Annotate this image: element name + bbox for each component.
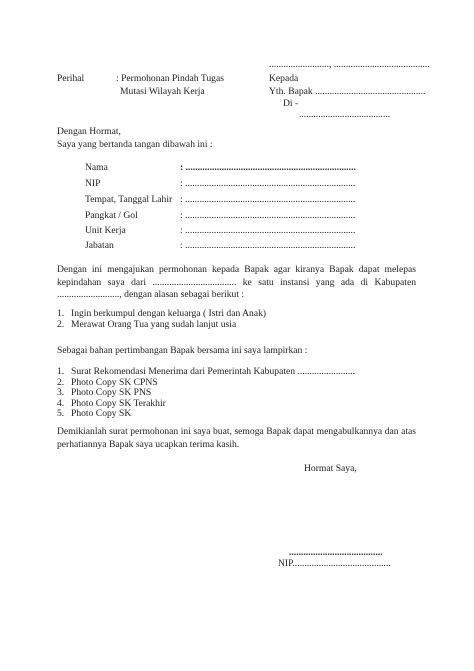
field-value-nama: : .......................................................................	[180, 162, 356, 173]
hormat-saya: Hormat Saya,	[304, 463, 357, 474]
date-line: ........................., ........................................	[269, 59, 430, 70]
signature-name-dots: .......................................	[289, 547, 383, 558]
list-item: 2. Photo Copy SK CPNS	[57, 376, 158, 388]
di-dots: ......................................	[299, 109, 391, 120]
field-value-pangkat: : .......................................................................	[180, 210, 356, 221]
perihal-label: Perihal	[57, 73, 85, 84]
field-label-nama: Nama	[85, 162, 108, 173]
greeting: Dengan Hormat,	[57, 126, 121, 137]
yth-line: Yth. Bapak ..............................................	[269, 86, 426, 97]
field-value-jabatan: : .......................................................................	[180, 240, 356, 251]
signature-nip: NIP.........................................	[278, 558, 391, 569]
list-item: 4. Photo Copy SK Terakhir	[57, 397, 166, 409]
attachments-list	[57, 367, 355, 420]
reasons-list	[57, 309, 266, 330]
field-value-nip: : .......................................................................	[180, 178, 356, 189]
perihal-subject-line2: Mutasi Wilayah Kerja	[120, 86, 205, 97]
request-paragraph: Dengan ini mengajukan permohonan kepada Bapak agar kiranya Bapak dapat melepas kepindahan saya dari ................................... ke satu instansi yang ada di Kabupaten .........................., dengan alasan sebagai berikut :	[57, 264, 416, 300]
field-label-jabatan: Jabatan	[85, 240, 114, 251]
list-item: 2. Merawat Orang Tua yang sudah lanjut usia	[57, 318, 237, 330]
kepada-label: Kepada	[269, 73, 299, 84]
field-label-pangkat: Pangkat / Gol	[85, 210, 138, 221]
perihal-subject-line1: : Permohonan Pindah Tugas	[116, 73, 224, 84]
list-item: 5. Photo Copy SK	[57, 408, 132, 420]
field-label-unit-kerja: Unit Kerja	[85, 225, 126, 236]
list-item: 1. Ingin berkumpul dengan keluarga ( Istri dan Anak)	[57, 308, 267, 319]
intro-line: Saya yang bertanda tangan dibawah ini :	[57, 139, 213, 150]
closing-paragraph: Demikianlah surat permohonan ini saya buat, semoga Bapak dapat mengabulkannya dan atas perhatiannya Bapak saya ucapkan terima kasih.	[57, 426, 416, 450]
field-value-unit-kerja: : .......................................................................	[180, 225, 356, 236]
field-value-ttl: : .......................................................................	[180, 194, 356, 205]
list-item: 1. Surat Rekomendasi Menerima dari Pemerintah Kabupaten ........................	[57, 366, 356, 377]
attachments-intro: Sebagai bahan pertimbangan Bapak bersama ini saya lampirkan :	[57, 345, 308, 356]
list-item: 3. Photo Copy SK PNS	[57, 387, 152, 399]
field-label-nip: NIP	[85, 178, 101, 189]
di-label: Di -	[283, 98, 299, 109]
field-label-ttl: Tempat, Tanggal Lahir	[85, 194, 173, 205]
